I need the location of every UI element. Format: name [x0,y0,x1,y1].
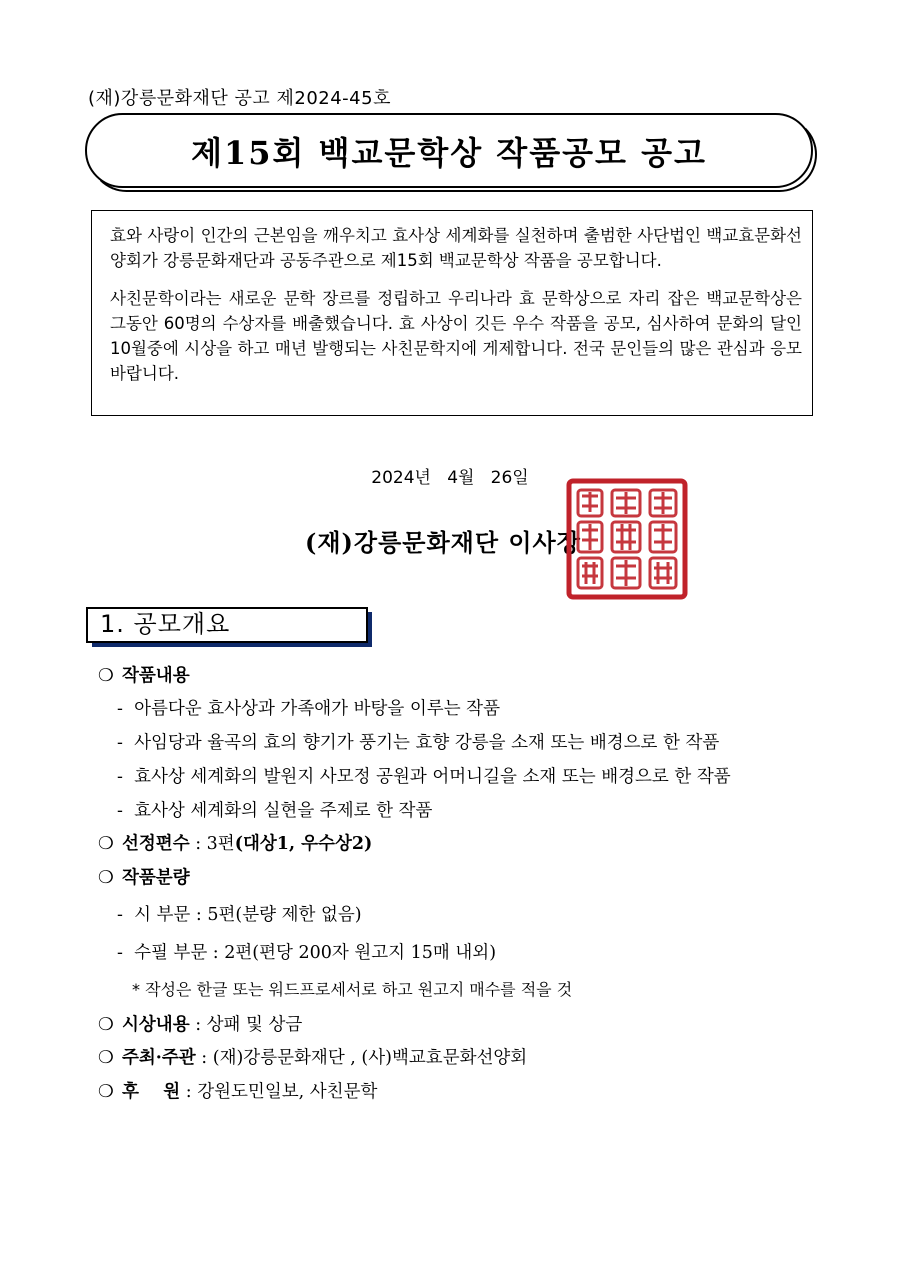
circle-bullet-icon: ❍ [98,1048,114,1068]
content-item-text: 효사상 세계화의 발원지 사모정 공원과 어머니길을 소재 또는 배경으로 한 작품 [134,767,731,787]
volume-heading: 작품분량 [122,868,190,888]
dash-bullet: - [117,801,123,821]
content-heading-row [98,664,190,688]
host-value: : (재)강릉문화재단 , (사)백교효문화선양회 [195,1048,528,1068]
volume-heading-row [98,866,190,890]
circle-bullet-icon: ❍ [98,1015,114,1035]
dash-bullet: - [117,699,123,719]
prize-row [98,1013,302,1037]
prize-heading: 시상내용 [122,1015,190,1035]
intro-paragraph-2: 사친문학이라는 새로운 문학 장르를 정립하고 우리나라 효 문학상으로 자리 잡은 백교문학상은 그동안 60명의 수상자를 배출했습니다. 효 사상이 깃든 우수 작품을 공모, 심사하여 문화의 달인 10월중에 시상을 하고 매년 발행되는 사친문학지에 게제합니다. 전국 문인들의 많은 관심과 응모 바랍니다. [110,289,802,383]
circle-bullet-icon: ❍ [98,1082,114,1102]
circle-bullet-icon: ❍ [98,666,114,686]
dash-bullet: - [117,905,123,925]
notice-number: (재)강릉문화재단 공고 제2024-45호 [88,88,391,109]
dash-bullet: - [117,733,123,753]
volume-item [117,903,362,927]
intro-paragraph-1: 효와 사랑이 인간의 근본임을 깨우치고 효사상 세계화를 실천하며 출범한 사단법인 백교효문화선양회가 강릉문화재단과 공동주관으로 제15회 백교문학상 작품을 공모합니다. [110,226,802,270]
notice-date: 2024년 4월 26일 [371,468,529,488]
selection-row [98,832,372,856]
selection-detail: (대상1, 우수상2) [234,834,373,854]
content-item [117,765,731,789]
selection-heading: 선정편수 [122,834,190,854]
sponsor-heading: 후 원 [122,1082,181,1102]
prize-value: : 상패 및 상금 [189,1015,303,1035]
document-title: 제15회 백교문학상 작품공모 공고 [191,133,707,172]
content-item [117,731,719,755]
volume-item-text: 시 부문 : 5편(분량 제한 없음) [134,905,362,925]
volume-item [117,941,496,965]
official-seal-stamp [566,478,688,600]
content-item-text: 사임당과 율곡의 효의 향기가 풍기는 효향 강릉을 소재 또는 배경으로 한 작품 [134,733,720,753]
host-row [98,1046,527,1070]
content-item-text: 효사상 세계화의 실현을 주제로 한 작품 [134,801,433,821]
sponsor-value: : 강원도민일보, 사친문학 [180,1082,378,1102]
issuer-name: (재)강릉문화재단 이사장 [305,528,581,557]
content-item [117,697,500,721]
content-item [117,799,432,823]
dash-bullet: - [117,943,123,963]
content-item-text: 아름다운 효사상과 가족애가 바탕을 이루는 작품 [134,699,500,719]
sponsor-row [98,1080,377,1104]
selection-count: : 3편 [189,834,235,854]
circle-bullet-icon: ❍ [98,868,114,888]
intro-box [91,210,813,416]
content-heading: 작품내용 [122,666,190,686]
host-heading: 주최·주관 [122,1048,196,1068]
volume-item-text: 수필 부문 : 2편(편당 200자 원고지 15매 내외) [134,943,497,963]
circle-bullet-icon: ❍ [98,834,114,854]
volume-note: * 작성은 한글 또는 워드프로세서로 하고 원고지 매수를 적을 것 [132,980,573,999]
dash-bullet: - [117,767,123,787]
section-heading: 1. 공모개요 [100,610,231,638]
